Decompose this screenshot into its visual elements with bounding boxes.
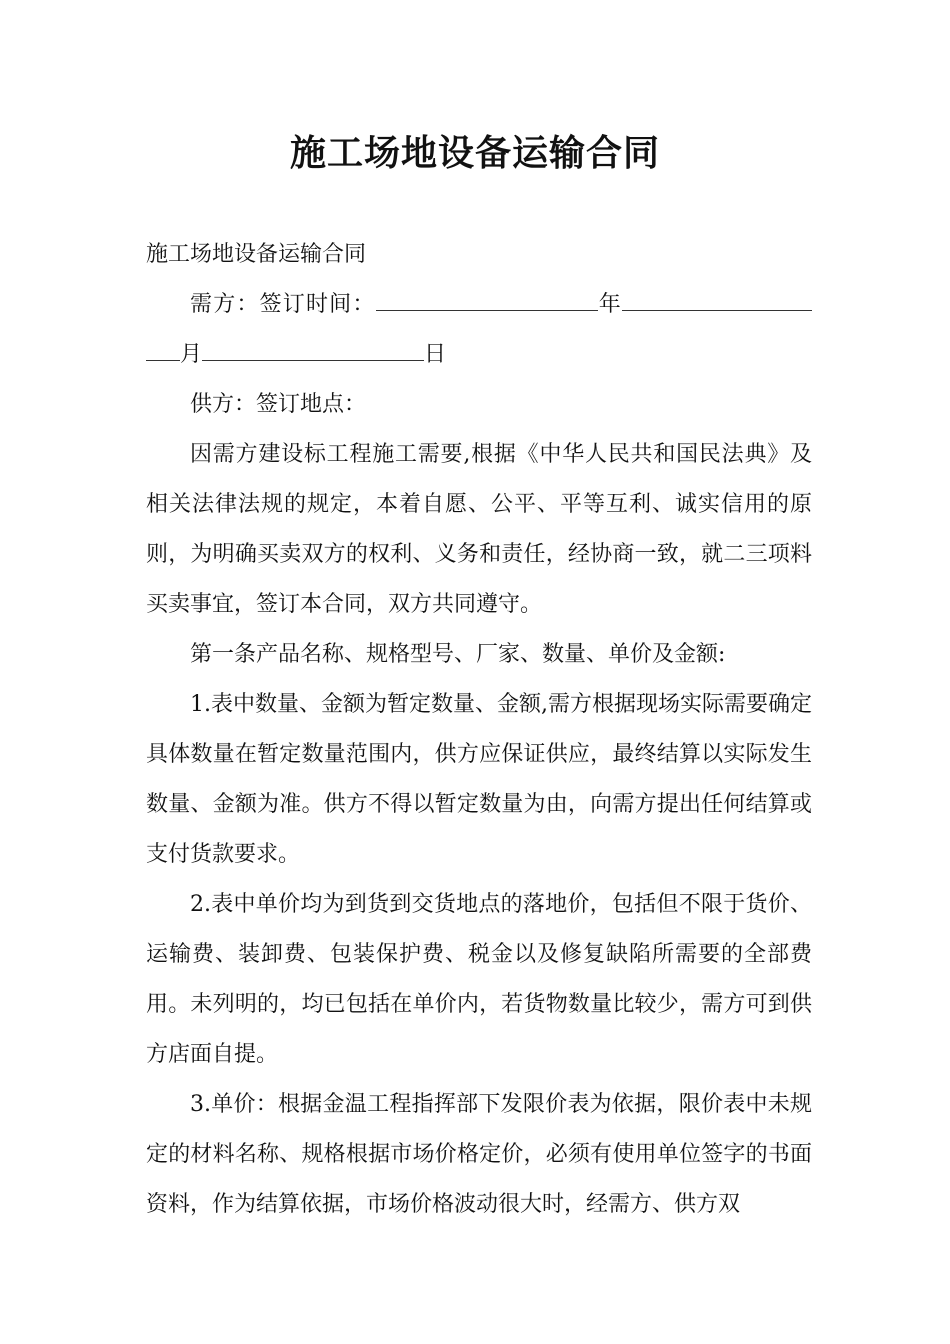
preamble-paragraph: 因需方建设标工程施工需要,根据《中华人民共和国民法典》及相关法律法规的规定，本着自愿、公平、平等互利、诚实信用的原则，为明确买卖双方的权利、义务和责任，经协商一致，就二三项料买卖事宜，签订本合同，双方共同遵守。 [146,442,812,617]
document-body [146,230,812,1230]
month-blank-b [146,336,180,361]
contract-subtitle: 施工场地设备运输合同 [146,242,367,267]
supplier-signing-place-line: 供方：签订地点： [190,392,367,417]
article-1-heading: 第一条产品名称、规格型号、厂家、数量、单价及金额: [190,642,726,667]
buyer-label: 需方：签订时间： [190,292,376,317]
year-label: 年 [597,292,622,317]
month-label: 月 [180,342,203,367]
day-label: 日 [424,342,447,367]
buyer-signing-time-line [146,280,812,380]
document-title: 施工场地设备运输合同 [289,132,660,174]
article-1-item-3: 3.单价：根据金温工程指挥部下发限价表为依据，限价表中未规定的材料名称、规格根据市场价格定价，必须有使用单位签字的书面资料，作为结算依据，市场价格波动很大时，经需方、供方双 [146,1092,812,1217]
article-1-item-1: 1.表中数量、金额为暂定数量、金额,需方根据现场实际需要确定具体数量在暂定数量范围内，供方应保证供应，最终结算以实际发生数量、金额为准。供方不得以暂定数量为由，向需方提出任何结算或支付货款要求。 [146,692,812,867]
year-blank [376,286,598,311]
day-blank [202,336,424,361]
month-blank-a [622,286,812,311]
article-1-item-2: 2.表中单价均为到货到交货地点的落地价，包括但不限于货价、运输费、装卸费、包装保护费、税金以及修复缺陷所需要的全部费用。未列明的，均已包括在单价内，若货物数量比较少，需方可到供方店面自提。 [146,892,812,1067]
